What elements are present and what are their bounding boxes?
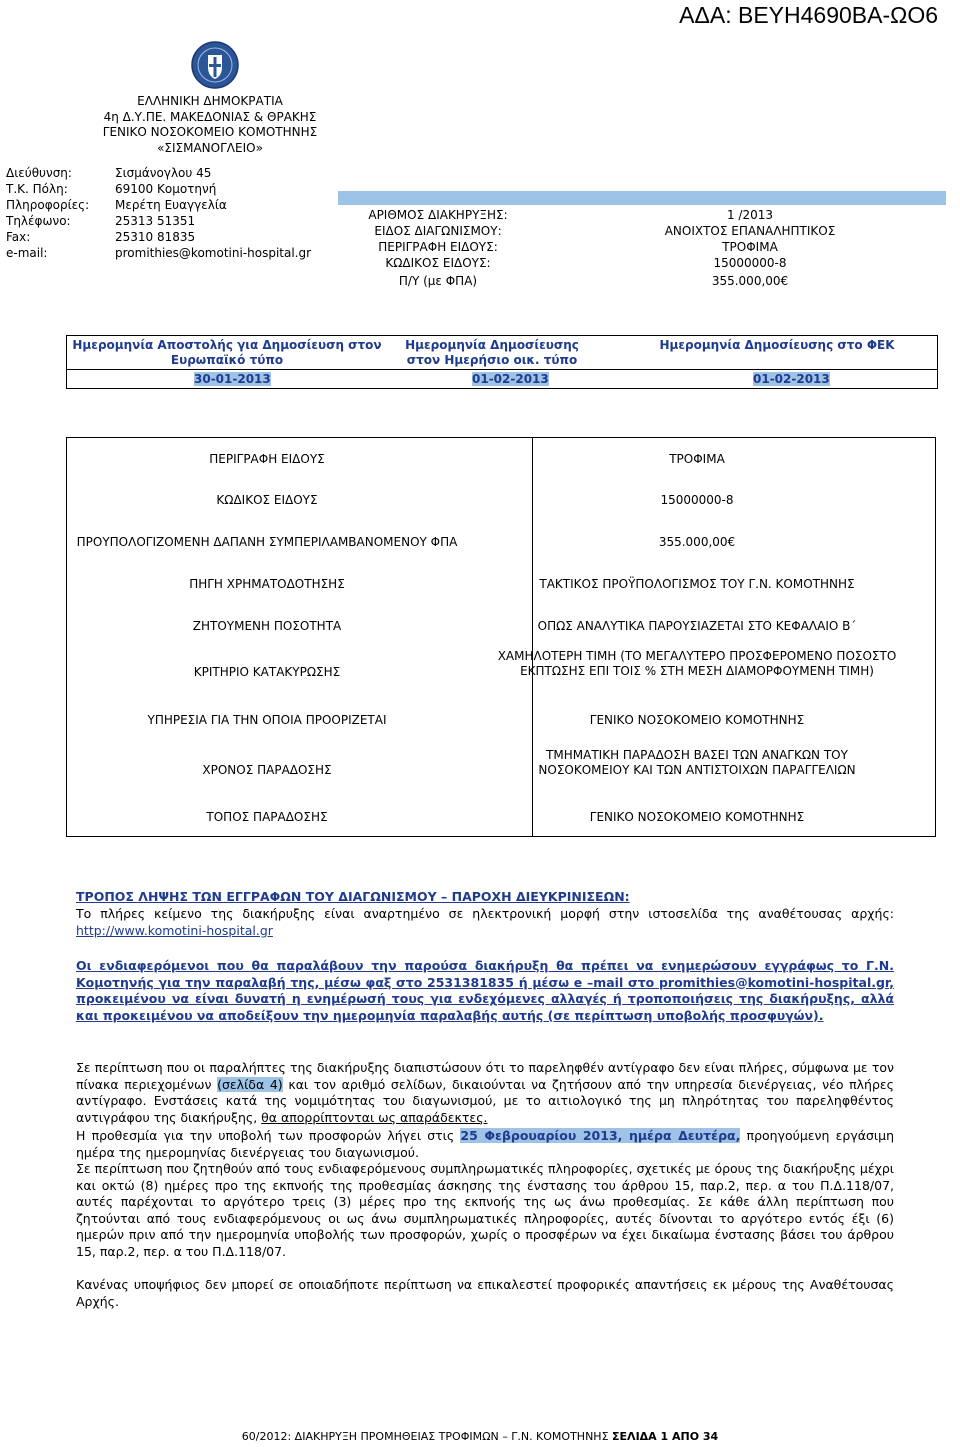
procurement-docs-heading: ΤΡΟΠΟΣ ΛΗΨΗΣ ΤΩΝ ΕΓΓΡΑΦΩΝ ΤΟΥ ΔΙΑΓΩΝΙΣΜΟΥ – ΠΑΡΟΧΗ ΔΙΕΥΚΡΙΝΙΣΕΩΝ: — [76, 889, 630, 904]
header-line-1: ΕΛΛΗΝΙΚΗ ΔΗΜΟΚΡΑΤΙΑ — [137, 94, 283, 108]
contact-email[interactable]: promithies@komotini-hospital.gr — [115, 246, 312, 260]
hospital-website-link[interactable]: http://www.komotini-hospital.gr — [76, 922, 273, 938]
spec-label: ΚΡΙΤΗΡΙΟ ΚΑΤΑΚΥΡΩΣΗΣ — [193, 665, 341, 679]
footer-title: 60/2012: ΔΙΑΚΗΡΥΞΗ ΠΡΟΜΗΘΕΙΑΣ ΤΡΟΦΙΜΩΝ – Γ.Ν. ΚΟΜΟΤΗΝΗΣ — [241, 1430, 609, 1443]
pub-date-fek: 01-02-2013 — [753, 372, 830, 386]
pub-header-daily-line2: στον Ημερήσιο οικ. τύπο — [406, 353, 578, 367]
paragraph-3-text-a: Σε περίπτωση που οι παραλήπτες της διακήρυξης διαπιστώσουν ότι το παρεληφθέν αντίγραφο δεν είναι πλήρες, σύμφωνα με τον πίνακα περιεχομένων — [76, 1060, 894, 1092]
tender-value: 355.000,00€ — [711, 274, 789, 288]
pub-header-daily — [402, 338, 582, 368]
contact-label: Τ.Κ. Πόλη: — [6, 182, 68, 196]
spec-label: ΠΗΓΗ ΧΡΗΜΑΤΟΔΟΤΗΣΗΣ — [189, 577, 345, 591]
contact-label: Διεύθυνση: — [6, 166, 72, 180]
pub-header-eu — [67, 338, 387, 368]
contact-label: Τηλέφωνο: — [6, 214, 71, 228]
spec-value: ΟΠΩΣ ΑΝΑΛΥΤΙΚΑ ΠΑΡΟΥΣΙΑΖΕΤΑΙ ΣΤΟ ΚΕΦΑΛΑΙΟ Β΄ — [537, 619, 857, 633]
spec-value: 15000000-8 — [660, 493, 734, 507]
rejection-note: θα απορρίπτονται ως απαράδεκτες. — [261, 1109, 488, 1125]
paragraph-1-text: Το πλήρες κείμενο της διακήρυξης είναι αναρτημένο σε ηλεκτρονική μορφή στην ιστοσελίδα της αναθέτουσας αρχής: — [76, 906, 894, 921]
paragraph-6: Κανένας υποψήφιος δεν μπορεί σε οποιαδήποτε περίπτωση να επικαλεστεί προφορικές απαντήσεις εκ μέρους της Αναθέτουσας Αρχής. — [76, 1277, 894, 1309]
header-line-2: 4η Δ.Υ.ΠΕ. ΜΑΚΕΔΟΝΙΑΣ & ΘΡΑΚΗΣ — [103, 109, 317, 124]
tender-value: ΤΡΟΦΙΜΑ — [722, 240, 778, 254]
tender-value: 15000000-8 — [713, 256, 787, 270]
pub-header-eu-line1: Ημερομηνία Αποστολής για Δημοσίευση στον — [72, 338, 382, 352]
contact-value: 69100 Κομοτηνή — [115, 182, 217, 196]
paragraph-3-text-c: και τον αριθμό σελίδων, δικαιούνται να ζητήσουν από την υπηρεσία διενέργειας, νέο πλήρες αντίγραφο. Ενστάσεις κατά της νομιμότητας του διαγωνισμού, με το αιτιολογικό της μη πληρότητας του παρεληφθέντος αντιγράφου της διακήρυξης, — [76, 1076, 895, 1125]
contact-label: Fax: — [6, 230, 31, 244]
spec-value: ΧΑΜΗΛΟΤΕΡΗ ΤΙΜΗ (ΤΟ ΜΕΓΑΛΥΤΕΡΟ ΠΡΟΣΦΕΡΟΜΕΝΟ ΠΟΣΟΣΤΟ ΕΚΠΤΩΣΗΣ ΕΠΙ ΤΟΙΣ % ΣΤΗ ΜΕΣΗ ΔΙΑΜΟΡΦΟΥΜΕΝΗ ΤΙΜΗ) — [497, 649, 897, 678]
paragraph-4-text-a: Η προθεσμία για την υποβολή των προσφορών λήγει στις — [76, 1128, 461, 1143]
page-reference-highlight: (σελίδα 4) — [217, 1076, 283, 1092]
paragraph-2: Οι ενδιαφερόμενοι που θα παραλάβουν την παρούσα διακήρυξη θα πρέπει να ενημερώσουν εγγράφως το Γ.Ν. Κομοτηνής για την παραλαβή της, μέσω φαξ στο 2531381835 ή μέσω e –mail στο promithies@komotini-hospital.gr, προκειμένου να είναι δυνατή η ενημέρωσή τους για ενδεχόμενες αλλαγές ή τροποποιήσεις της διακήρυξης, αλλά και προκειμένου να αποδείξουν την ημερομηνία παραλαβής αυτής (σε περίπτωση υποβολής προσφυγών). — [76, 958, 894, 1023]
spec-value: ΤΡΟΦΙΜΑ — [669, 452, 725, 466]
ada-code: ΑΔΑ: ΒΕΥΗ4690ΒΑ-ΩΟ6 — [679, 2, 938, 28]
contact-label: e-mail: — [6, 246, 48, 260]
spec-label: ΤΟΠΟΣ ΠΑΡΑΔΟΣΗΣ — [206, 810, 328, 824]
contact-value: 25313 51351 — [115, 214, 196, 228]
publication-dates-table — [66, 335, 938, 389]
pub-header-daily-line1: Ημερομηνία Δημοσίευσης — [405, 338, 579, 352]
contact-value: Σισμάνογλου 45 — [115, 166, 212, 180]
pub-date-eu: 30-01-2013 — [194, 372, 271, 386]
paragraph-5: Σε περίπτωση που ζητηθούν από τους ενδιαφερόμενους συμπληρωματικές πληροφορίες, σχετικές με όρους της διακήρυξης μέχρι και οκτώ (8) ημέρες προ της εκπνοής της προθεσμίας άσκησης της ένστασης του άρθρου 15, παρ.2, περ. α του Π.Δ.118/07, αυτές παρέχονται το αργότερο τρεις (3) μέρες προ της εκπνοής της ως άνω προθεσμίας. Σε κάθε άλλη περίπτωση που ζητούνται από τους ενδιαφερόμενους οι ως άνω συμπληρωματικές πληροφορίες, αυτές δίνονται το αργότερο εντός έξι (6) ημερών πριν από την ημερομηνία υποβολής των προσφορών, χωρίς ο προσφέρων να έχει δικαίωμα ένστασης βάσει του άρθρου 15, παρ.2, περ. α του Π.Δ.118/07. — [76, 1161, 894, 1259]
spec-label: ΧΡΟΝΟΣ ΠΑΡΑΔΟΣΗΣ — [202, 763, 332, 777]
tender-value: ΑΝΟΙΧΤΟΣ ΕΠΑΝΑΛΗΠΤΙΚΟΣ — [664, 224, 836, 238]
spec-label: ΠΕΡΙΓΡΑΦΗ ΕΙΔΟΥΣ — [209, 452, 325, 466]
page-footer — [0, 1430, 960, 1443]
deadline-highlight: 25 Φεβρουαρίου 2013, ημέρα Δευτέρα, — [460, 1128, 741, 1143]
greek-coat-of-arms-seal — [190, 40, 240, 90]
tender-label: ΑΡΙΘΜΟΣ ΔΙΑΚΗΡΥΞΗΣ: — [368, 208, 508, 222]
paragraph-3 — [76, 1060, 894, 1126]
spec-label: ΥΠΗΡΕΣΙΑ ΓΙΑ ΤΗΝ ΟΠΟΙΑ ΠΡΟΟΡΙΖΕΤΑΙ — [147, 713, 387, 727]
spec-value: ΤΑΚΤΙΚΟΣ ΠΡΟΫΠΟΛΟΓΙΣΜΟΣ ΤΟΥ Γ.Ν. ΚΟΜΟΤΗΝΗΣ — [539, 577, 855, 591]
paragraph-4-text-c: προηγούμενη εργάσιμη ημέρα της ημερομηνίας διενέργειας του διαγωνισμού. — [76, 1128, 894, 1160]
tender-label: ΠΕΡΙΓΡΑΦΗ ΕΙΔΟΥΣ: — [378, 240, 498, 254]
header-highlight-bar — [338, 191, 946, 205]
header-line-4: «ΣΙΣΜΑΝΟΓΛΕΙΟ» — [157, 140, 263, 155]
tender-label: Π/Υ (με ΦΠΑ) — [398, 274, 478, 288]
spec-label: ΚΩΔΙΚΟΣ ΕΙΔΟΥΣ — [216, 493, 318, 507]
pub-header-fek: Ημερομηνία Δημοσίευσης στο ΦΕΚ — [659, 338, 895, 352]
header-line-3: ΓΕΝΙΚΟ ΝΟΣΟΚΟΜΕΙΟ ΚΟΜΟΤΗΝΗΣ — [102, 125, 318, 139]
organization-header — [60, 94, 360, 156]
pub-divider — [67, 369, 937, 370]
section-heading — [76, 889, 894, 906]
tender-value: 1 /2013 — [726, 208, 774, 222]
contact-value: 25310 81835 — [115, 230, 196, 244]
spec-value: ΤΜΗΜΑΤΙΚΗ ΠΑΡΑΔΟΣΗ ΒΑΣΕΙ ΤΩΝ ΑΝΑΓΚΩΝ ΤΟΥ ΝΟΣΟΚΟΜΕΙΟΥ ΚΑΙ ΤΩΝ ΑΝΤΙΣΤΟΙΧΩΝ ΠΑΡΑΓΓΕΛΙΩΝ — [538, 748, 856, 777]
tender-label: ΕΙΔΟΣ ΔΙΑΓΩΝΙΣΜΟΥ: — [374, 224, 502, 238]
tender-label: ΚΩΔΙΚΟΣ ΕΙΔΟΥΣ: — [385, 256, 491, 270]
paragraph-4 — [76, 1128, 894, 1161]
contact-value: Μερέτη Ευαγγελία — [115, 198, 227, 212]
spec-value: ΓΕΝΙΚΟ ΝΟΣΟΚΟΜΕΙΟ ΚΟΜΟΤΗΝΗΣ — [589, 713, 805, 727]
spec-label: ΖΗΤΟΥΜΕΝΗ ΠΟΣΟΤΗΤΑ — [192, 619, 342, 633]
footer-page-number: ΣΕΛΙΔΑ 1 ΑΠΟ 34 — [612, 1430, 719, 1443]
spec-value: 355.000,00€ — [658, 535, 736, 549]
spec-label: ΠΡΟΥΠΟΛΟΓΙΖΟΜΕΝΗ ΔΑΠΑΝΗ ΣΥΜΠΕΡΙΛΑΜΒΑΝΟΜΕΝΟΥ ΦΠΑ — [76, 535, 458, 549]
spec-value: ΓΕΝΙΚΟ ΝΟΣΟΚΟΜΕΙΟ ΚΟΜΟΤΗΝΗΣ — [589, 810, 805, 824]
pub-date-daily: 01-02-2013 — [472, 372, 549, 386]
specification-table — [66, 437, 936, 837]
contact-label: Πληροφορίες: — [6, 198, 90, 212]
pub-header-eu-line2: Ευρωπαϊκό τύπο — [170, 353, 284, 367]
paragraph-1 — [76, 906, 894, 939]
